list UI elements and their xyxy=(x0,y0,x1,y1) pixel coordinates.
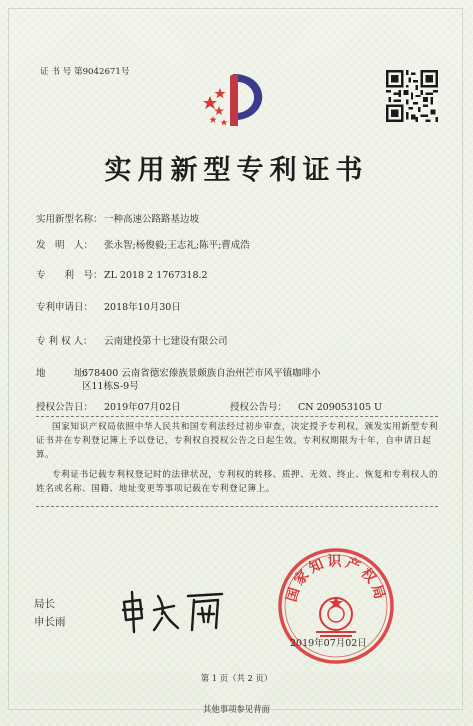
patentee-label: 专 利 权 人： xyxy=(36,336,93,347)
inventor-value: 张永智;杨俊毅;王志礼;陈平;曹成浩 xyxy=(104,240,250,251)
invention-name-value: 一种高速公路路基边坡 xyxy=(104,214,200,225)
inventor-label: 发 明 人： xyxy=(36,240,94,251)
address-label: 地 址： xyxy=(36,368,94,379)
qr-code-icon xyxy=(386,70,438,122)
filing-date-value: 2018年10月30日 xyxy=(104,302,181,313)
cnipa-logo-icon xyxy=(200,70,272,132)
director-name: 申长雨 xyxy=(34,616,66,628)
invention-name-label: 实用新型名称： xyxy=(36,214,103,225)
grant-date-value: 2019年07月02日 xyxy=(104,402,181,413)
handwritten-signature-icon xyxy=(118,588,228,634)
patentee-value: 云南建投第十七建设有限公司 xyxy=(104,336,228,347)
patent-number-label: 专 利 号： xyxy=(36,270,103,281)
legal-paragraph-1: 国家知识产权局依照中华人民共和国专利法经过初步审查，决定授予专利权，颁发实用新型专利证书并在专利登记簿上予以登记，专利权自授权公告之日起生效。专利权期限为十年，自申请日起算。 xyxy=(36,422,439,460)
footer-note: 其他事项参见背面 xyxy=(203,704,270,714)
seal-text: 国家知识产权局 xyxy=(283,554,389,604)
certificate-number: 证 书 号 第9042671号 xyxy=(40,67,130,77)
grant-number-value: CN 209053105 U xyxy=(298,402,383,413)
legal-paragraph-2: 专利证书记载专利权登记时的法律状况，专利权的转移、质押、无效、终止、恢复和专利权人的姓名或名称、国籍、地址变更等事项记载在专利登记簿上。 xyxy=(36,470,439,494)
separator-top xyxy=(36,416,438,417)
grant-number-label: 授权公告号： xyxy=(230,402,288,413)
address-line-2: 区11栋S-9号 xyxy=(82,381,139,392)
svg-text:国家知识产权局 xyxy=(283,553,388,604)
page-number: 第 1 页（共 2 页） xyxy=(200,673,273,683)
separator-bottom xyxy=(36,506,438,507)
seal-date: 2019年07月02日 xyxy=(290,638,367,649)
address-line-1: 678400 云南省德宏傣族景颇族自治州芒市风平镇咖啡小 xyxy=(82,368,321,379)
certificate-title: 实用新型专利证书 xyxy=(104,155,369,186)
patent-number-value: ZL 2018 2 1767318.2 xyxy=(104,270,208,281)
filing-date-label: 专利申请日： xyxy=(36,302,94,313)
director-role: 局长 xyxy=(34,598,55,610)
grant-date-label: 授权公告日： xyxy=(36,402,94,413)
